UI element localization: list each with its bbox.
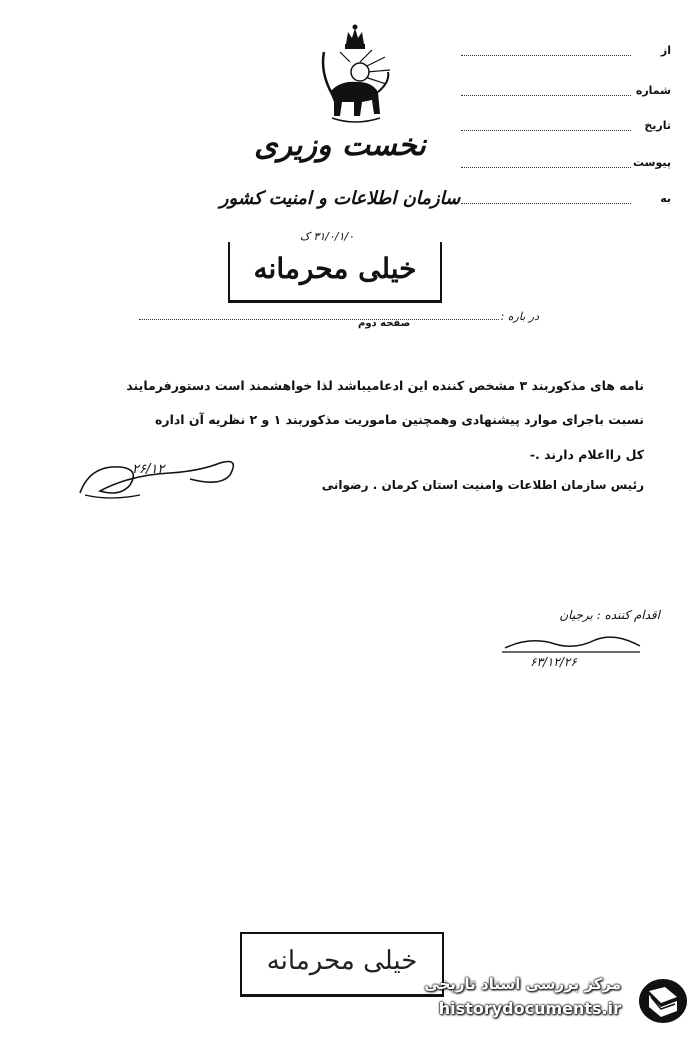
action-date: ۶۳/۱۲/۲۶ (530, 655, 577, 669)
field-date-label: تاریخ (644, 119, 671, 132)
handwritten-date: ۲۶/۱۲ (132, 462, 165, 477)
body-line: نسبت باجرای موارد پیشنهادی وهمچنین ماموریت مذکوربند ۱ و ۲ نظریه آن اداره (155, 412, 644, 427)
action-note: اقدام کننده : برجیان (559, 608, 660, 622)
stamp-code: ۳۱/۰/۱/۰ ک (300, 230, 355, 243)
field-from-line (461, 55, 631, 56)
watermark-name: مرکز بررسی اسناد تاریخی (424, 975, 621, 993)
field-attachment-line (461, 167, 631, 168)
watermark (389, 975, 689, 1027)
field-to (461, 192, 671, 212)
field-attachment (461, 156, 671, 176)
organization-name: سازمان اطلاعات و امنیت کشور (219, 188, 461, 209)
field-date-line (461, 130, 631, 131)
subject-row (139, 310, 539, 326)
document-title: نخست وزیری (254, 128, 426, 163)
field-number (461, 84, 671, 104)
subject-label: در باره : (500, 310, 539, 323)
field-attachment-label: پیوست (633, 156, 671, 169)
signatory-title: رئیس سازمان اطلاعات وامنیت استان کرمان . رضوانی (321, 478, 644, 492)
field-from (461, 44, 671, 64)
field-number-line (461, 95, 631, 96)
body-line: کل رااعلام دارند .- (529, 447, 644, 462)
classification-stamp-top: خیلی محرمانه (228, 242, 442, 303)
field-number-label: شماره (635, 84, 671, 97)
lion-and-sun-emblem (310, 22, 400, 132)
field-date (461, 119, 671, 139)
subject-line (139, 319, 499, 320)
watermark-url: historydocuments.ir (438, 999, 621, 1018)
action-signature (500, 628, 650, 658)
book-logo-icon (637, 977, 689, 1025)
classification-stamp-bottom: خیلی محرمانه (240, 932, 444, 997)
body-line: نامه های مذکوربند ۳ مشخص کننده این ادعامیباشد لذا خواهشمند است دستورفرمایند (126, 378, 644, 393)
field-to-line (461, 203, 631, 204)
field-to-label: به (660, 192, 671, 205)
page-label: صفحه دوم (358, 318, 411, 329)
field-from-label: از (660, 44, 671, 57)
